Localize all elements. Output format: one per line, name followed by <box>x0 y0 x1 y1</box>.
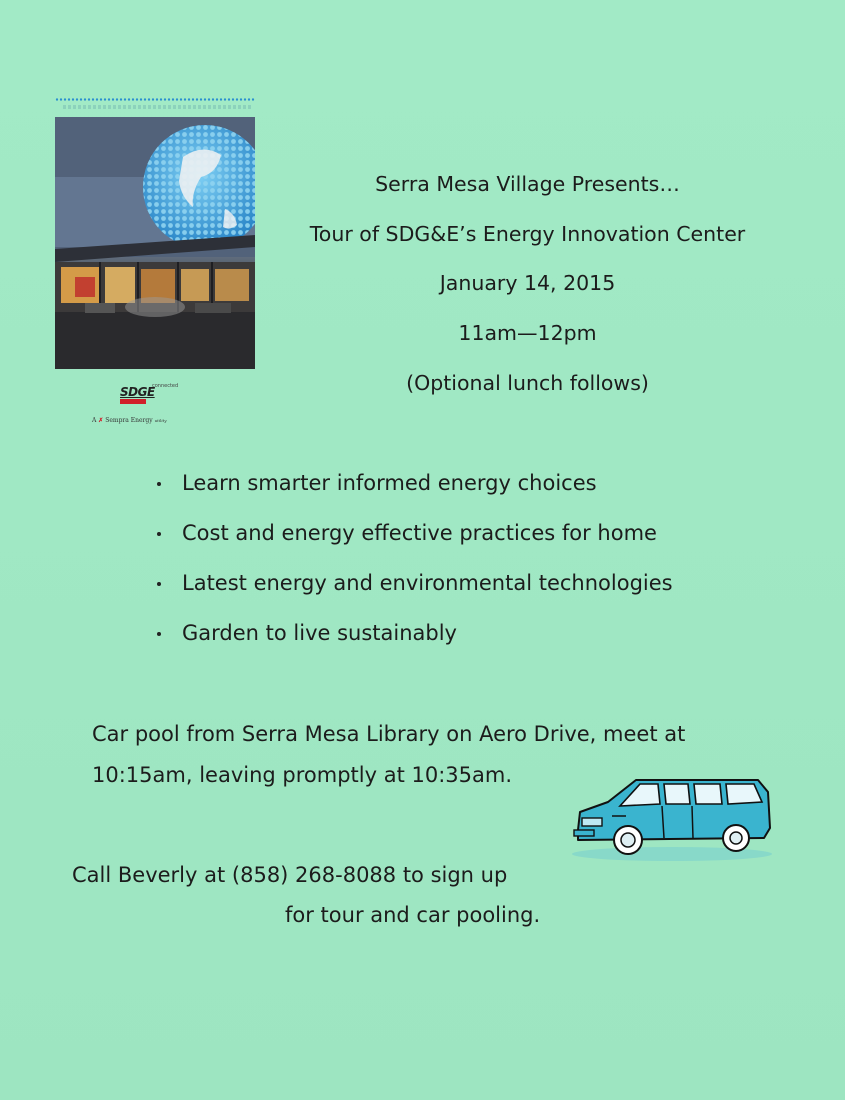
sdge-connected-label: connected <box>152 383 179 389</box>
brochure-tagline <box>63 105 253 109</box>
sdge-logo <box>92 383 202 431</box>
sempra-name: Sempra Energy <box>105 417 153 424</box>
bullet-text: Cost and energy effective practices for home <box>182 521 657 545</box>
carpool-line-2: 10:15am, leaving promptly at 10:35am. <box>92 763 512 787</box>
event-title: Tour of SDG&E’s Energy Innovation Center <box>309 222 746 246</box>
list-item <box>155 568 673 618</box>
energy-center-photo <box>55 117 255 369</box>
bullet-icon <box>157 532 161 536</box>
list-item <box>155 618 673 668</box>
dotted-rule <box>55 97 255 102</box>
contact-line-1: Call Beverly at (858) 268-8088 to sign up <box>72 863 508 887</box>
event-time: 11am—12pm <box>458 321 597 345</box>
bullet-icon <box>157 482 161 486</box>
sempra-prefix: A <box>92 417 97 424</box>
presenter-line: Serra Mesa Village Presents… <box>375 172 680 196</box>
list-item <box>155 468 673 518</box>
lunch-note: (Optional lunch follows) <box>406 371 649 395</box>
bullet-icon <box>157 632 161 636</box>
carpool-line-1: Car pool from Serra Mesa Library on Aero Drive, meet at <box>92 722 686 746</box>
brochure-image <box>55 97 255 372</box>
van-icon <box>568 772 776 864</box>
benefits-list <box>155 468 673 668</box>
sempra-icon: ✗ <box>98 417 104 424</box>
bullet-icon <box>157 582 161 586</box>
bullet-text: Latest energy and environmental technologies <box>182 571 673 595</box>
event-date: January 14, 2015 <box>439 271 616 295</box>
bullet-text: Garden to live sustainably <box>182 621 457 645</box>
bullet-text: Learn smarter informed energy choices <box>182 471 597 495</box>
contact-line-2: for tour and car pooling. <box>285 903 541 927</box>
sempra-energy-label <box>92 417 166 424</box>
sempra-suffix: utility <box>154 418 167 423</box>
sdge-red-bar <box>120 399 146 404</box>
sdge-wordmark: SDGE <box>120 385 155 399</box>
list-item <box>155 518 673 568</box>
